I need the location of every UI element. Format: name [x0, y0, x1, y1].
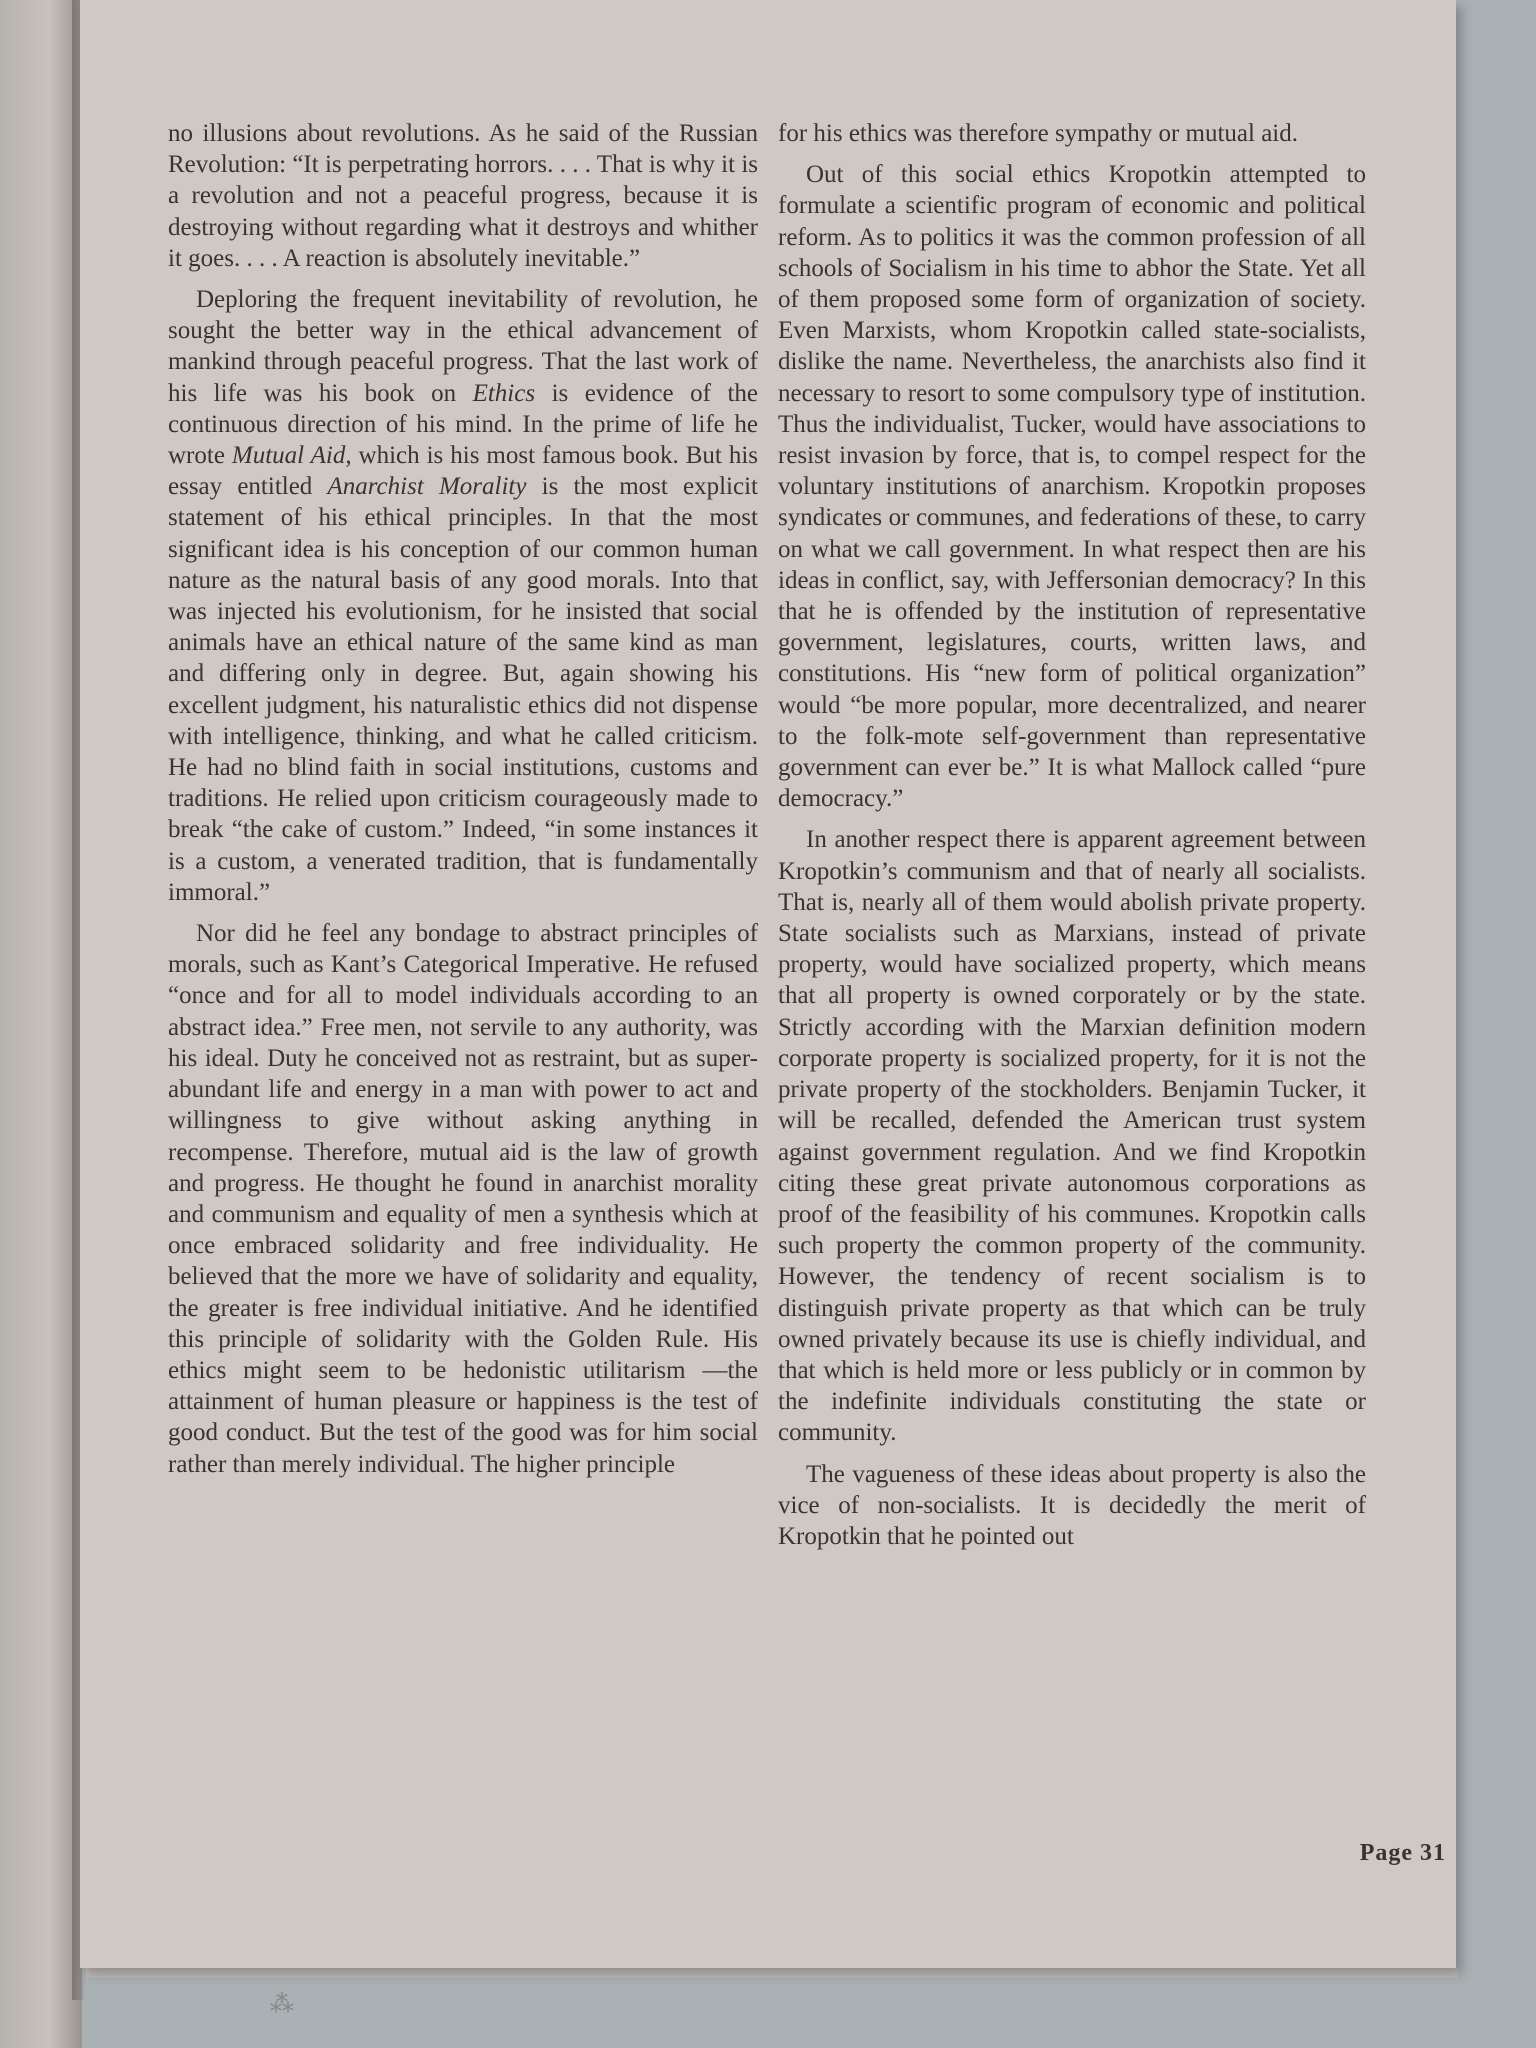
left-column [168, 118, 758, 1490]
essay-title-anarchist-morality: Anarchist Morality [327, 473, 527, 501]
left-paragraph-3: Nor did he feel any bondage to abstract principles of morals, such as Kant’s Categorical Imperative. He refused “once and for all to model individuals according to an abstract idea.” Free men, not servile to any authority, was his ideal. Duty he conceived not as restraint, but as super-abundant life and energy in a man with power to act and willingness to give without asking anything in recompense. Therefore, mutual aid is the law of growth and progress. He thought he found in anarchist morality and communism and equality of men a synthesis which at once embraced solidarity and free individuality. He believed that the more we have of solidarity and equality, the greater is free individual initiative. And he identified this principle of solidarity with the Golden Rule. His ethics might seem to be hedonistic utilitarism —the attainment of human pleasure or happiness is the test of good conduct. But the test of the good was for him social rather than merely individual. The higher principle [168, 920, 758, 1478]
text-run: Deploring the frequent inevitability of revolution, he sought the better way in the ethical advancement of mankind through peaceful progress. That the last work of his life was his book on [168, 286, 758, 407]
page-bottom-edge [86, 1968, 1458, 1978]
right-paragraph-4: The vagueness of these ideas about property is also the vice of non-socialists. It is decidedly the merit of Kropotkin that he pointed out [778, 1460, 1366, 1550]
page-number: Page 31 [1359, 1840, 1446, 1866]
right-paragraph-2: Out of this social ethics Kropotkin attempted to formulate a scientific program of economic and political reform. As to politics it was the common profession of all schools of Socialism in his time to abhor the State. Yet all of them proposed some form of organization of society. Even Marxists, whom Kropotkin called state-socialists, dislike the name. Nevertheless, the anarchists also find it necessary to resort to some compulsory type of institution. Thus the individualist, Tucker, would have associations to resist invasion by force, that is, to compel respect for the voluntary institutions of anarchism. Kropotkin proposes syndicates or communes, and federations of these, to carry on what we call government. In what respect then are his ideas in conflict, say, with Jeffersonian democracy? In this that he is offended by the institution of representative government, legislatures, courts, written laws, and constitutions. His “new form of political organization” would “be more popular, more decentralized, and nearer to the folk-mote self-government than representative government can ever be.” It is what Mallock called “pure democracy.” [778, 161, 1366, 813]
text-run: is the most explicit statement of his ethical principles. In that the most significant idea is his conception of our common human nature as the natural basis of any good morals. Into that was injected his evolutionism, for he insisted that social animals have an ethical nature of the same kind as man and differing only in degree. But, again showing his excellent judgment, his naturalistic ethics did not dispense with intelligence, thinking, and what he called criticism. He had no blind faith in social institutions, customs and traditions. He relied upon criticism courageously made to break “the cake of custom.” Indeed, “in some instances it is a custom, a venerated tradition, that is fundamentally immoral.” [168, 473, 758, 906]
text-run: which is his most famous book. But his essay entitled [168, 442, 759, 501]
adjacent-page-edge [0, 0, 82, 2048]
right-paragraph-1: for his ethics was therefore sympathy or mutual aid. [778, 120, 1298, 147]
right-column [778, 118, 1366, 1562]
right-paragraph-3: In another respect there is apparent agreement between Kropotkin’s communism and that of nearly all socialists. That is, nearly all of them would abolish private property. State socialists such as Marxians, instead of private property, would have socialized property, which means that all property is owned corporately or by the state. Strictly according with the Marxian definition modern corporate property is socialized property, for it is not the private property of the stockholders. Benjamin Tucker, it will be recalled, defended the American trust system against government regulation. And we find Kropotkin citing these great private autonomous corporations as proof of the feasibility of his communes. Kropotkin calls such property the common property of the community. However, the tendency of recent socialism is to distinguish private property as that which can be truly owned privately because its use is chiefly individual, and that which is held more or less publicly or in common by the indefinite individuals constituting the state or community. [778, 826, 1366, 1447]
text-run: is evidence of the continuous direction of his mind. In the prime of life he wrote [168, 379, 758, 470]
document-page [80, 0, 1456, 1968]
left-paragraph-1: no illusions about revolutions. As he said of the Russian Revolution: “It is perpetrating horrors. . . . That is why it is a revolution and not a peaceful progress, because it is destroying without regarding what it destroys and whither it goes. . . . A reaction is absolutely inevitable.” [168, 120, 758, 272]
ink-smudge-decoration: ⁂ [270, 1992, 294, 2018]
book-title-mutual-aid: Mutual Aid, [231, 442, 352, 470]
left-paragraph-2 [168, 284, 758, 908]
book-title-ethics: Ethics [472, 379, 536, 407]
